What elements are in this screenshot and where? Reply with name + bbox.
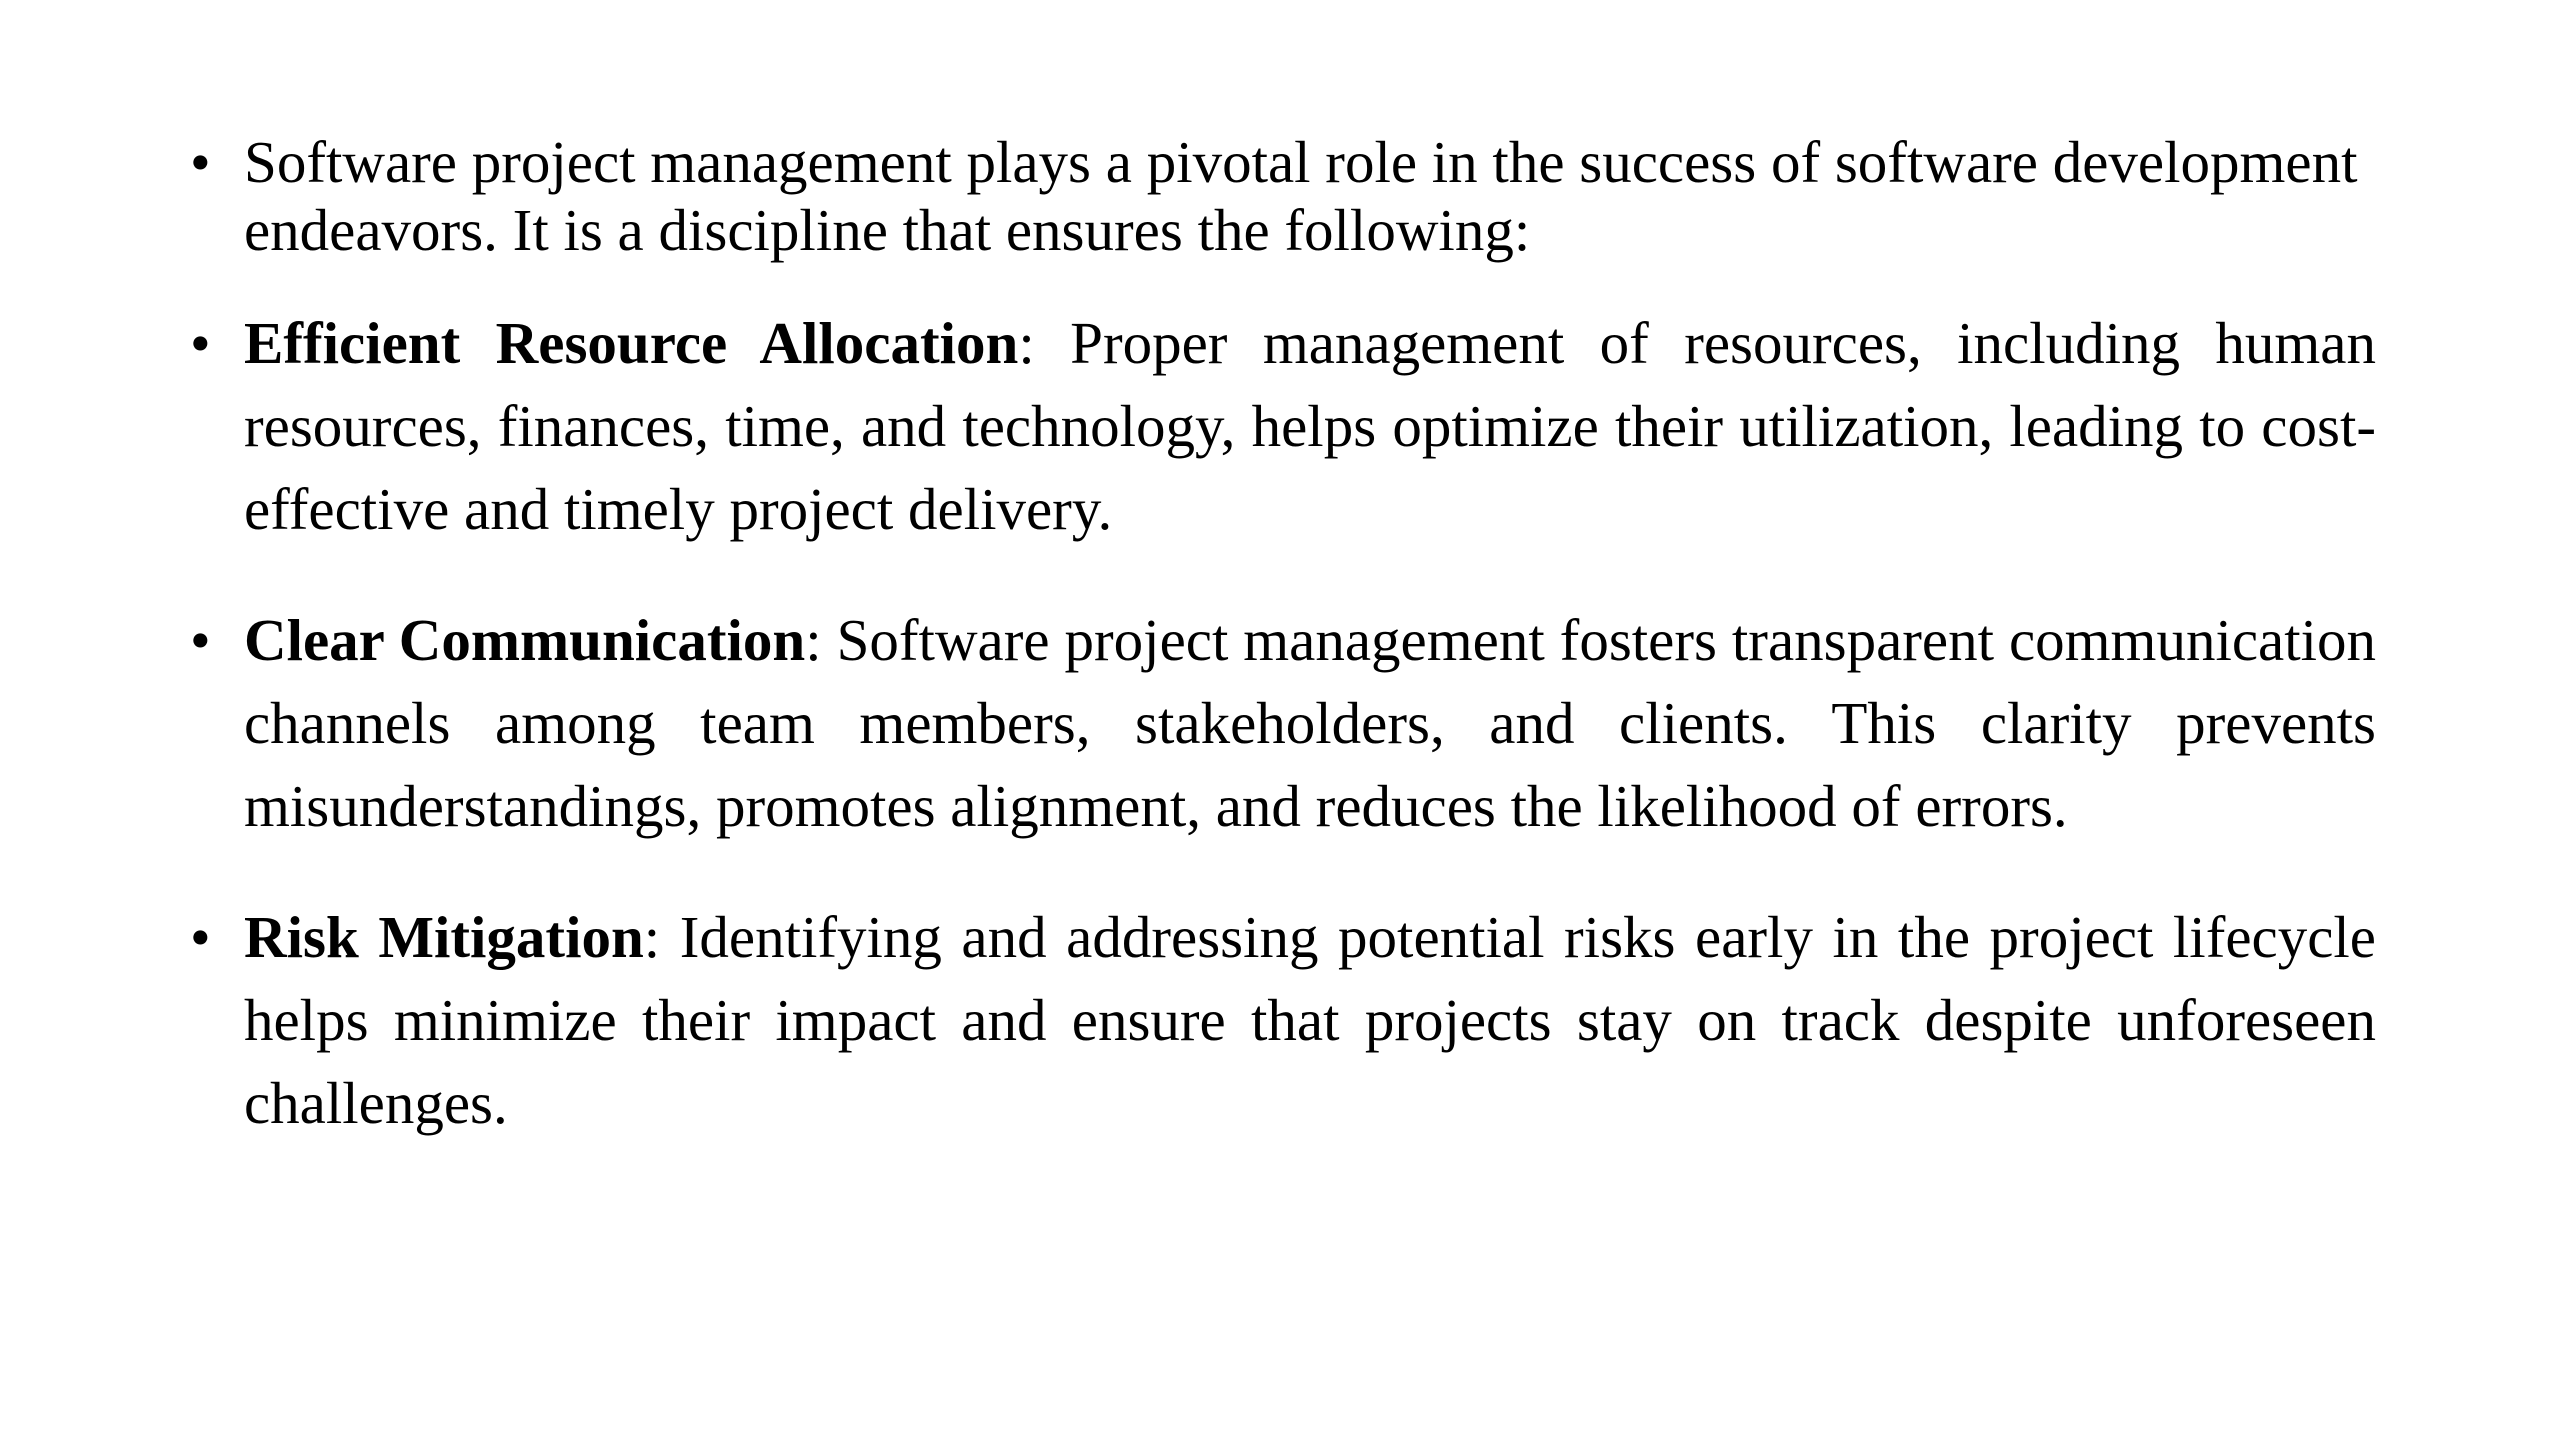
description-risk-mitigation: Identifying and addressing potential risks early in the project lifecycle helps minimize their impact and ensure that projects stay on track despite unforeseen challenges. bbox=[244, 904, 2376, 1136]
bullet-item-resource-allocation bbox=[190, 302, 2376, 551]
term-separator: : bbox=[805, 607, 837, 673]
bullet-icon: • bbox=[190, 129, 211, 195]
bullet-item-clear-communication bbox=[190, 599, 2376, 848]
bullet-icon: • bbox=[190, 904, 211, 970]
bullet-icon: • bbox=[190, 607, 211, 673]
term-risk-mitigation: Risk Mitigation bbox=[244, 904, 644, 970]
term-separator: : bbox=[643, 904, 680, 970]
description-clear-communication: Software project management fosters transparent communication channels among team members, stakeholders, and clients. This clarity prevents misunderstandings, promotes alignment, and reduces the likelihood of errors. bbox=[244, 607, 2376, 839]
bullet-item-intro bbox=[190, 128, 2376, 264]
bullet-icon: • bbox=[190, 310, 211, 376]
description-resource-allocation: Proper management of resources, including human resources, finances, time, and technology, helps optimize their utilization, leading to cost-effective and timely project delivery. bbox=[244, 310, 2376, 542]
term-separator: : bbox=[1018, 310, 1071, 376]
bullet-list bbox=[190, 128, 2376, 1193]
term-clear-communication: Clear Communication bbox=[244, 607, 806, 673]
term-resource-allocation: Efficient Resource Allocation bbox=[244, 310, 1019, 376]
intro-text: Software project management plays a pivotal role in the success of software development endeavors. It is a discipline that ensures the following: bbox=[244, 129, 2358, 263]
bullet-item-risk-mitigation bbox=[190, 896, 2376, 1145]
